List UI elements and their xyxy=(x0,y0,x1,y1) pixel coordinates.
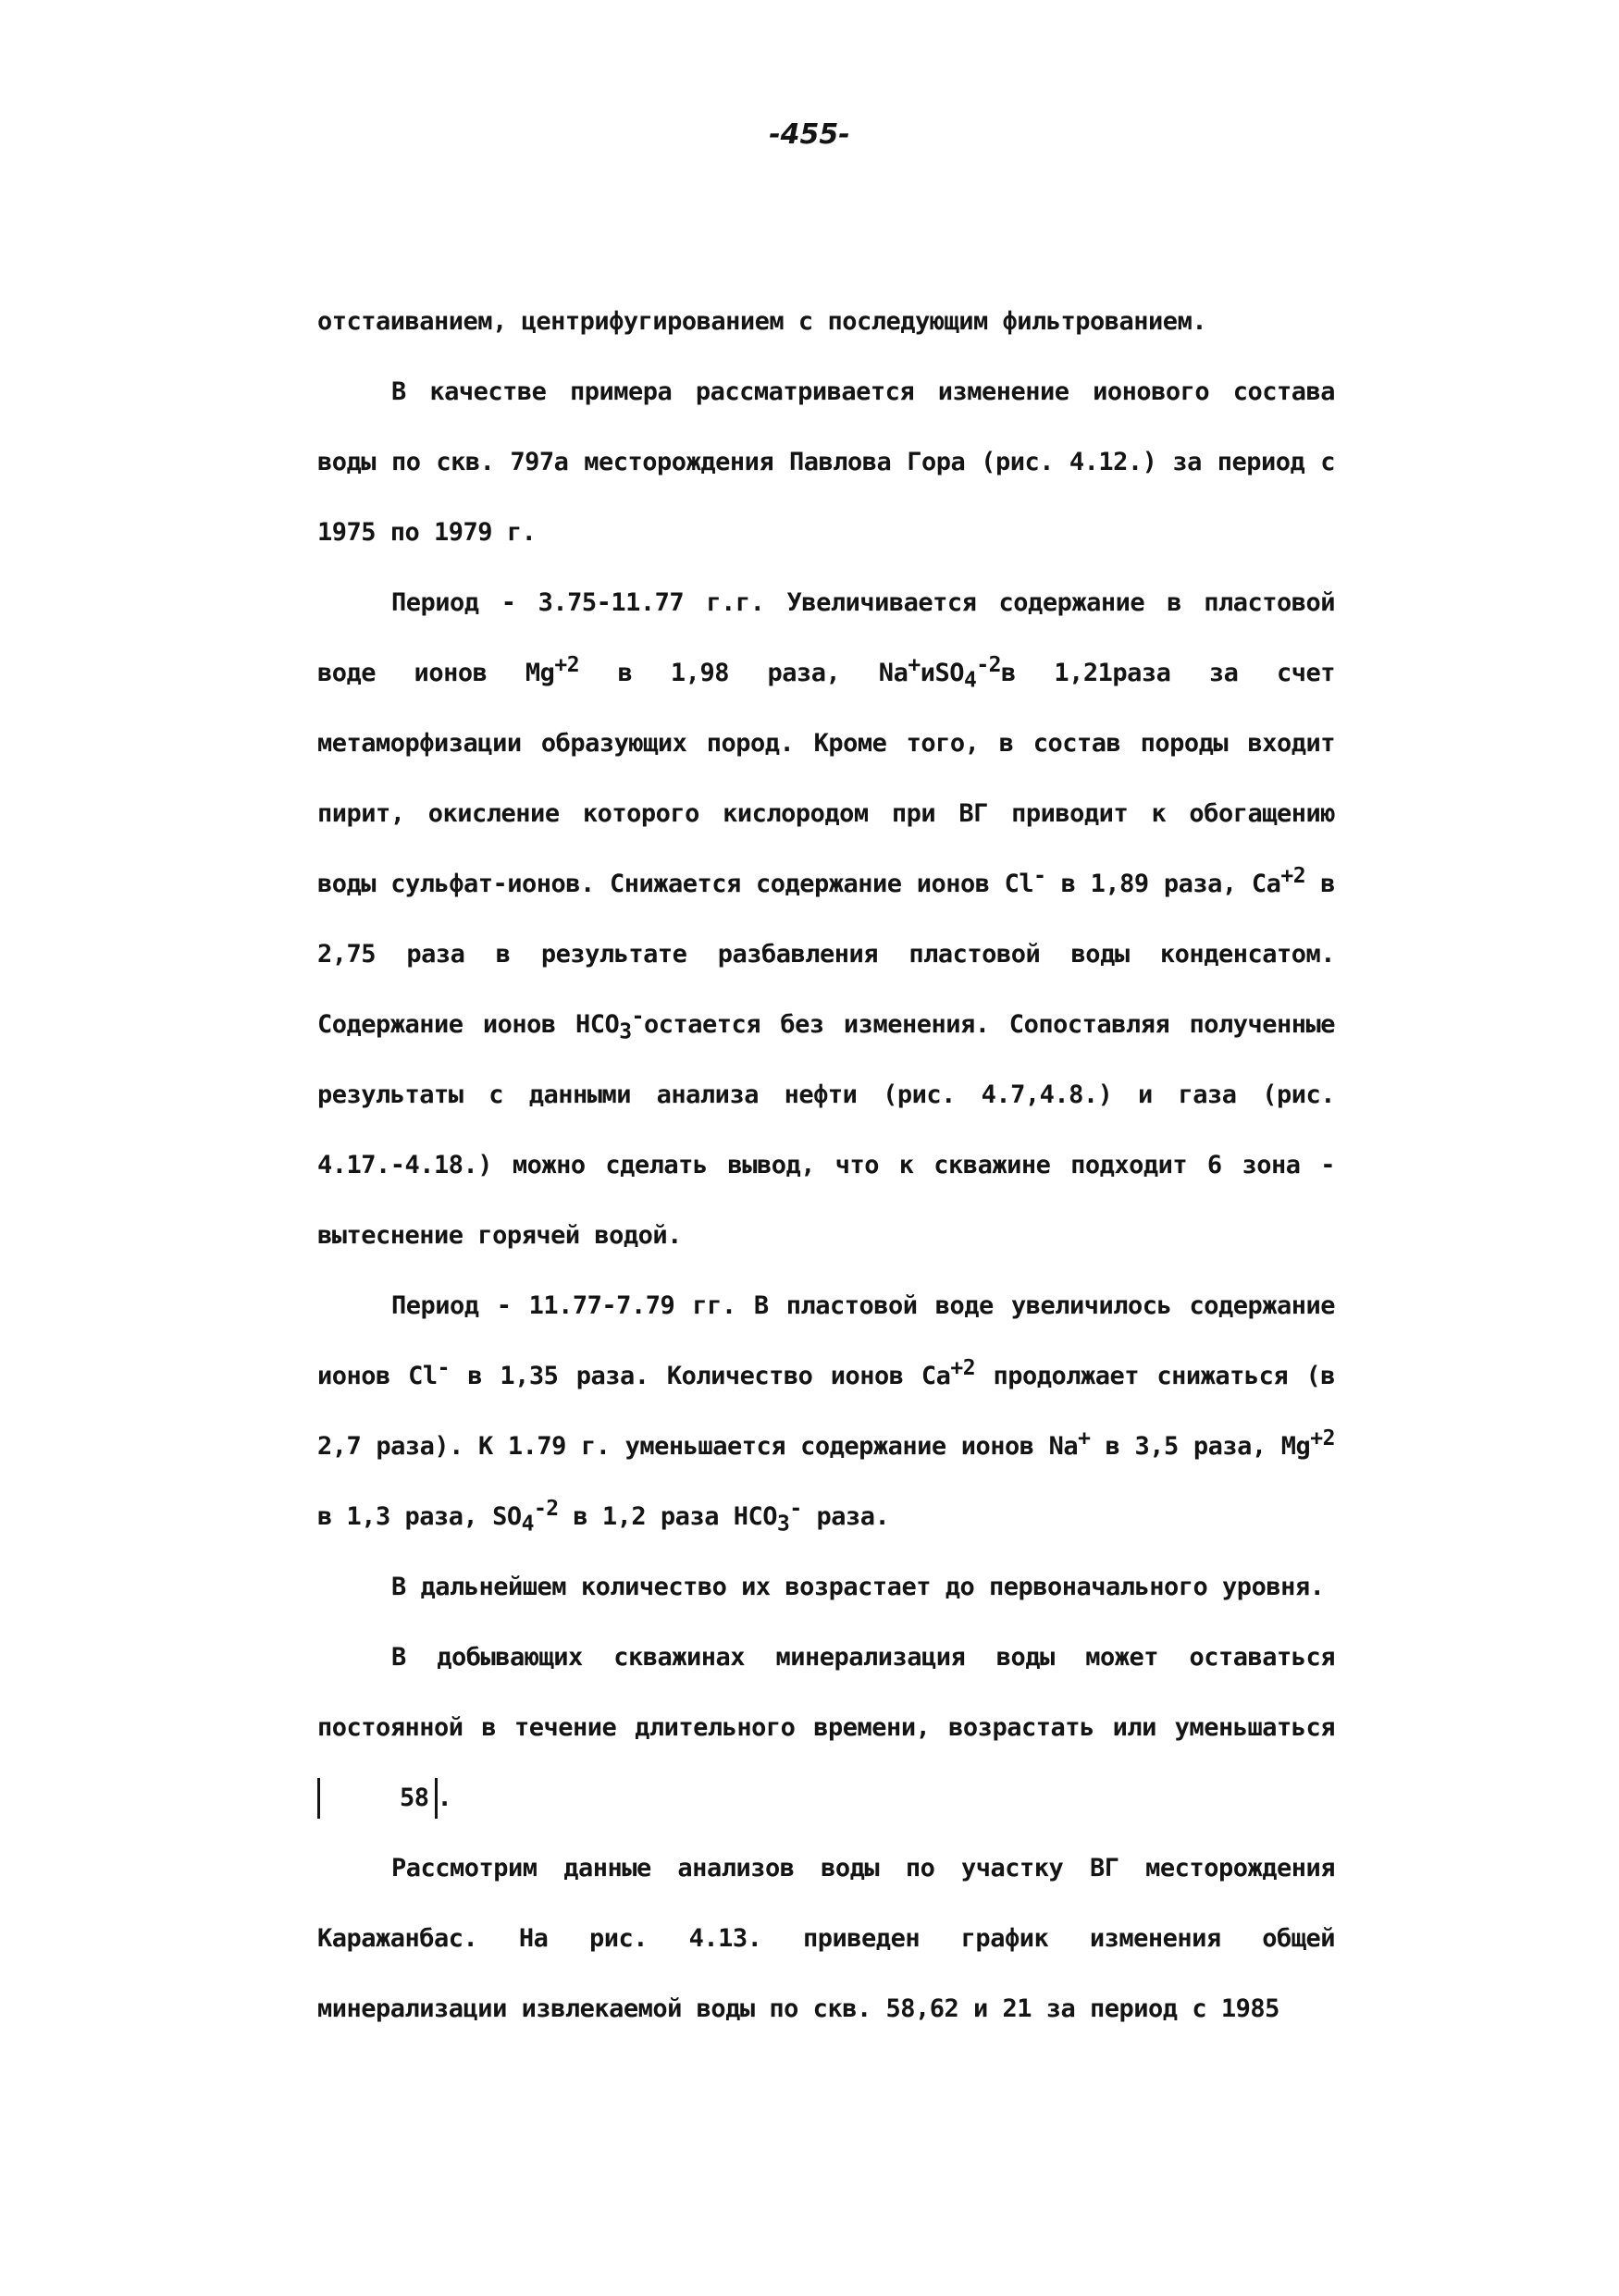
ca-charge: +2 xyxy=(1280,864,1306,888)
hco3-subscript: 3 xyxy=(619,1019,632,1044)
mg-charge: +2 xyxy=(1310,1426,1335,1450)
ca-charge: +2 xyxy=(950,1356,976,1380)
paragraph-later-recovery: В дальнейшем количество их возрастает до первоначального уровня. xyxy=(391,1573,1325,1601)
period-1-text-d: в 1,21раза за счет метаморфизации образующих пород. Кроме того, в состав породы входит пирит, окисление которого кислородом при ВГ приводит к обогащению воды сульфат-ионов. Снижается содержание ионов Cl xyxy=(317,659,1335,898)
cl-charge: - xyxy=(1033,864,1046,888)
mineralization-end: . xyxy=(437,1784,452,1812)
paragraph-karazhanbas: Рассмотрим данные анализов воды по участку ВГ месторождения Каражанбас. На рис. 4.13. приведен график изменения общей минерализации извлекаемой воды по скв. 58,62 и 21 за период с 1985 xyxy=(317,1854,1335,2023)
mg-charge: +2 xyxy=(554,653,580,677)
period-2-text-a: Период - 11.77-7.79 гг. В пластовой воде увеличилось содержание ионов Cl xyxy=(317,1291,1335,1390)
period-2-text-f: в 1,2 раза HCO xyxy=(558,1502,777,1531)
hco3-charge: - xyxy=(631,1005,644,1029)
mineralization-text: В добывающих скважинах минерализация воды может оставаться постоянной в течение длительного времени, возрастать или уменьшаться xyxy=(317,1643,1335,1742)
hco3-subscript: 3 xyxy=(776,1512,790,1537)
so4-charge: -2 xyxy=(976,653,1002,677)
period-2-text-g: раза. xyxy=(801,1502,890,1531)
so4-charge: -2 xyxy=(533,1497,559,1521)
period-1-text-g: остается без изменения. Сопоставляя полученные результаты с данными анализа нефти (рис. 4.7,4.8.) и газа (рис. 4.17.-4.18.) можно сделать вывод, что к скважине подходит 6 зона - вытеснение горячей водой. xyxy=(317,1010,1335,1250)
citation-reference: 58 xyxy=(317,1778,438,1819)
period-1-text-f: в 2,75 раза в результате разбавления пластовой воды конденсатом. Содержание ионов HCO xyxy=(317,870,1335,1039)
period-2-text-d: в 3,5 раза, Mg xyxy=(1090,1432,1311,1461)
paragraph-mineralization xyxy=(317,1623,1335,1833)
cl-charge: - xyxy=(437,1356,450,1380)
na-charge: + xyxy=(908,653,921,677)
paragraph-period-1 xyxy=(317,568,1335,1271)
na-charge: + xyxy=(1078,1426,1091,1450)
paragraph-continuation: отстаиванием, центрифугированием с последующим фильтрованием. xyxy=(317,307,1207,336)
hco3-charge: - xyxy=(789,1497,802,1521)
period-2-text-e: в 1,3 раза, SO xyxy=(317,1502,522,1531)
period-1-text-e: в 1,89 раза, Ca xyxy=(1045,870,1281,898)
period-1-text-c: иSO xyxy=(920,659,964,687)
document-body xyxy=(317,287,1335,2044)
so4-subscript: 4 xyxy=(521,1512,534,1537)
period-1-text-b: в 1,98 раза, Na xyxy=(579,659,908,687)
period-2-text-b: в 1,35 раза. Количество ионов Ca xyxy=(449,1362,951,1390)
paragraph-example-intro: В качестве примера рассматривается изменение ионового состава воды по скв. 797а месторождения Павлова Гора (рис. 4.12.) за период с 1975 по 1979 г. xyxy=(317,377,1335,547)
so4-subscript: 4 xyxy=(963,668,977,693)
period-1-text-a: Период - 3.75-11.77 г.г. Увеличивается содержание в пластовой воде ионов Mg xyxy=(317,588,1335,687)
paragraph-period-2 xyxy=(317,1271,1335,1552)
page-number: -455- xyxy=(769,118,850,151)
period-2-text-c: продолжает снижаться (в 2,7 раза). К 1.79 г. уменьшается содержание ионов Na xyxy=(317,1362,1335,1461)
